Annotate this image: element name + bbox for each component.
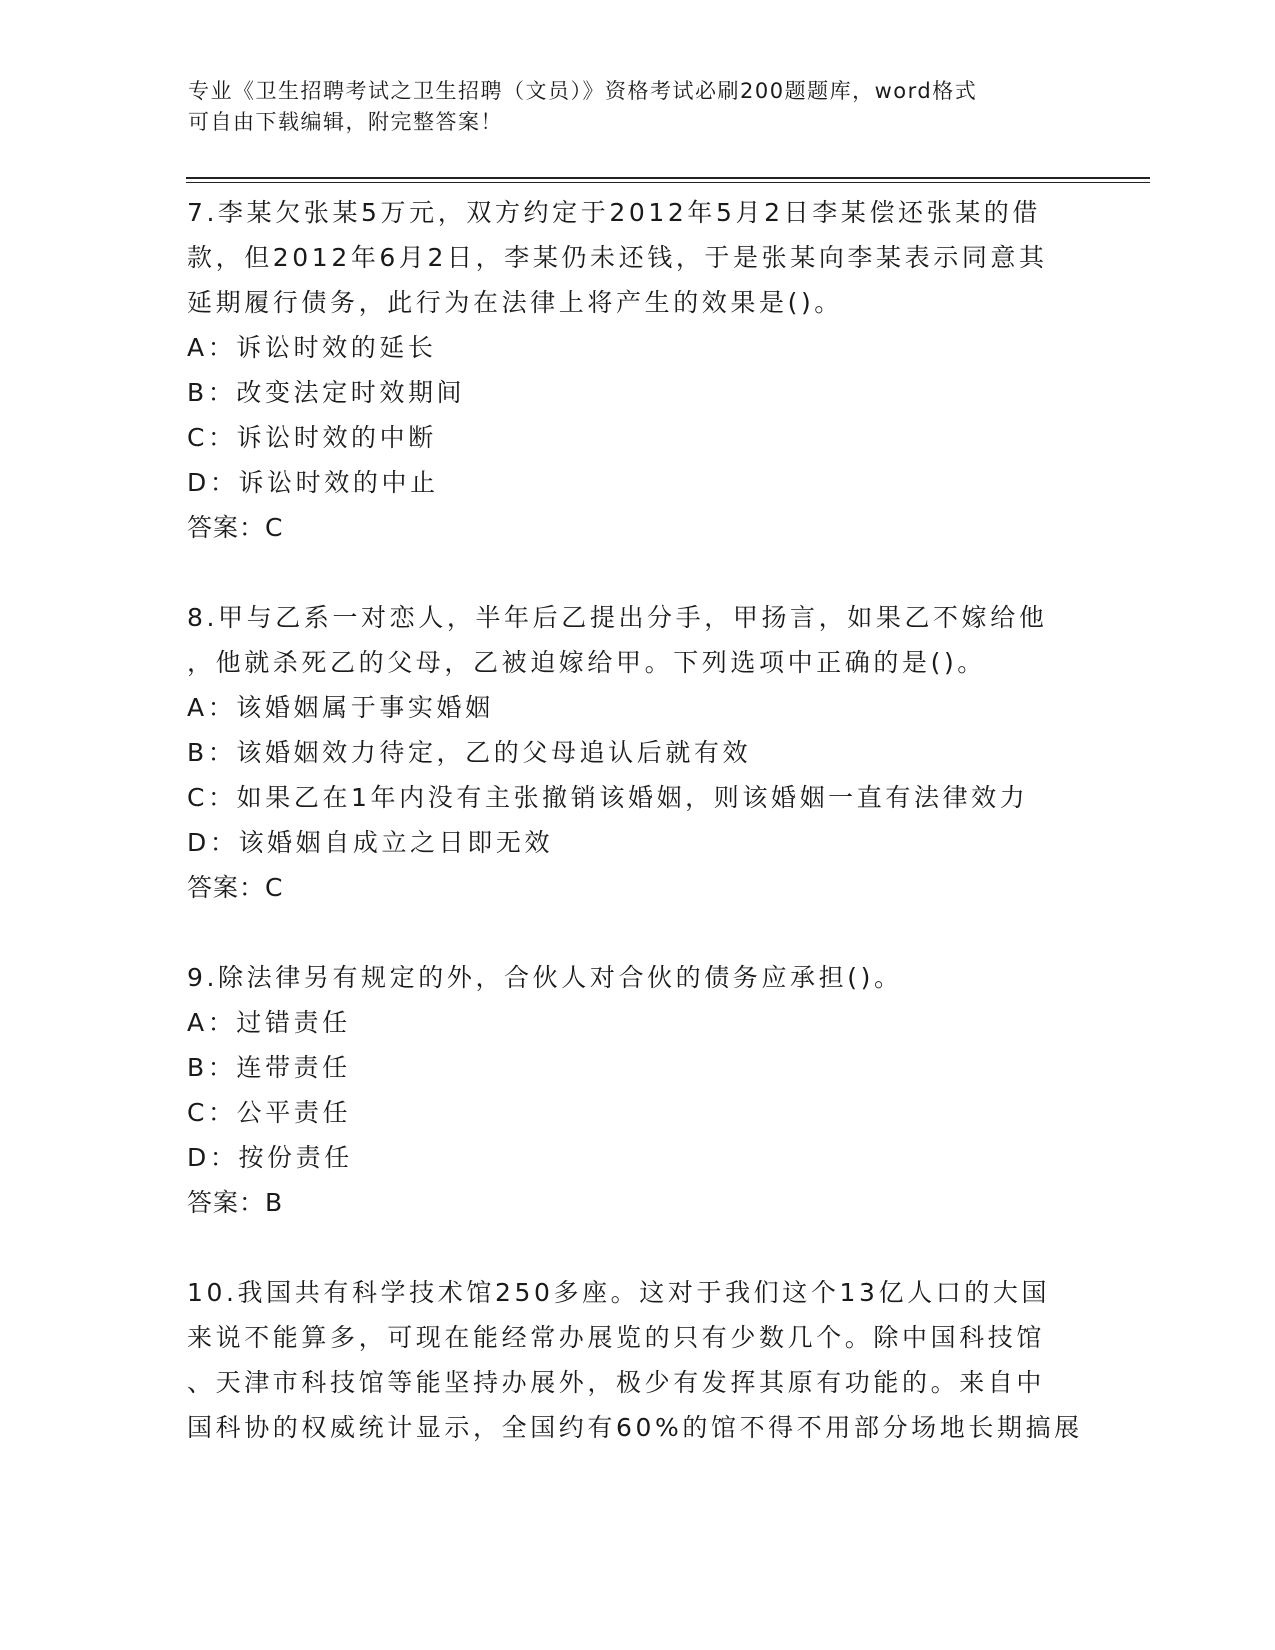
question-text-line: ，他就杀死乙的父母，乙被迫嫁给甲。下列选项中正确的是()。 (187, 648, 986, 677)
option-b: B：连带责任 (187, 1053, 351, 1082)
question-text-line: 延期履行债务，此行为在法律上将产生的效果是()。 (187, 288, 843, 317)
question-9 (187, 955, 1087, 1225)
header-line-1: 专业《卫生招聘考试之卫生招聘（文员）》资格考试必刷200题题库，word格式 (188, 79, 978, 103)
header-rule-thin (186, 182, 1150, 183)
option-b: B：改变法定时效期间 (187, 378, 466, 407)
question-10 (187, 1270, 1087, 1450)
question-text-line: 8.甲与乙系一对恋人，半年后乙提出分手，甲扬言，如果乙不嫁给他 (187, 603, 1048, 632)
question-7 (187, 190, 1087, 550)
option-c: C：如果乙在1年内没有主张撤销该婚姻，则该婚姻一直有法律效力 (187, 783, 1029, 812)
option-c: C：公平责任 (187, 1098, 352, 1127)
question-text-line: 款，但2012年6月2日，李某仍未还钱，于是张某向李某表示同意其 (187, 243, 1048, 272)
option-a: A：过错责任 (187, 1008, 351, 1037)
question-text-line: 国科协的权威统计显示，全国约有60%的馆不得不用部分场地长期搞展 (187, 1413, 1083, 1442)
option-a: A：诉讼时效的延长 (187, 333, 437, 362)
answer: 答案：B (187, 1188, 284, 1217)
question-text-line: 10.我国共有科学技术馆250多座。这对于我们这个13亿人口的大国 (187, 1278, 1051, 1307)
option-d: D：按份责任 (187, 1143, 353, 1172)
option-b: B：该婚姻效力待定，乙的父母追认后就有效 (187, 738, 752, 767)
option-c: C：诉讼时效的中断 (187, 423, 437, 452)
question-text-line: 7.李某欠张某5万元，双方约定于2012年5月2日李某偿还张某的借 (187, 198, 1041, 227)
question-8 (187, 595, 1087, 910)
question-list (187, 190, 1087, 1495)
question-text-line: 来说不能算多，可现在能经常办展览的只有少数几个。除中国科技馆 (187, 1323, 1046, 1352)
option-d: D：诉讼时效的中止 (187, 468, 439, 497)
header-line-2: 可自由下载编辑，附完整答案！ (188, 110, 503, 134)
question-text-line: 、天津市科技馆等能坚持办展外，极少有发挥其原有功能的。来自中 (187, 1368, 1046, 1397)
answer: 答案：C (187, 873, 284, 902)
option-d: D：该婚姻自成立之日即无效 (187, 828, 554, 857)
option-a: A：该婚姻属于事实婚姻 (187, 693, 494, 722)
question-text-line: 9.除法律另有规定的外，合伙人对合伙的债务应承担()。 (187, 963, 903, 992)
header-rule-thick (186, 177, 1150, 179)
document-header (188, 76, 1068, 138)
answer: 答案：C (187, 513, 284, 542)
